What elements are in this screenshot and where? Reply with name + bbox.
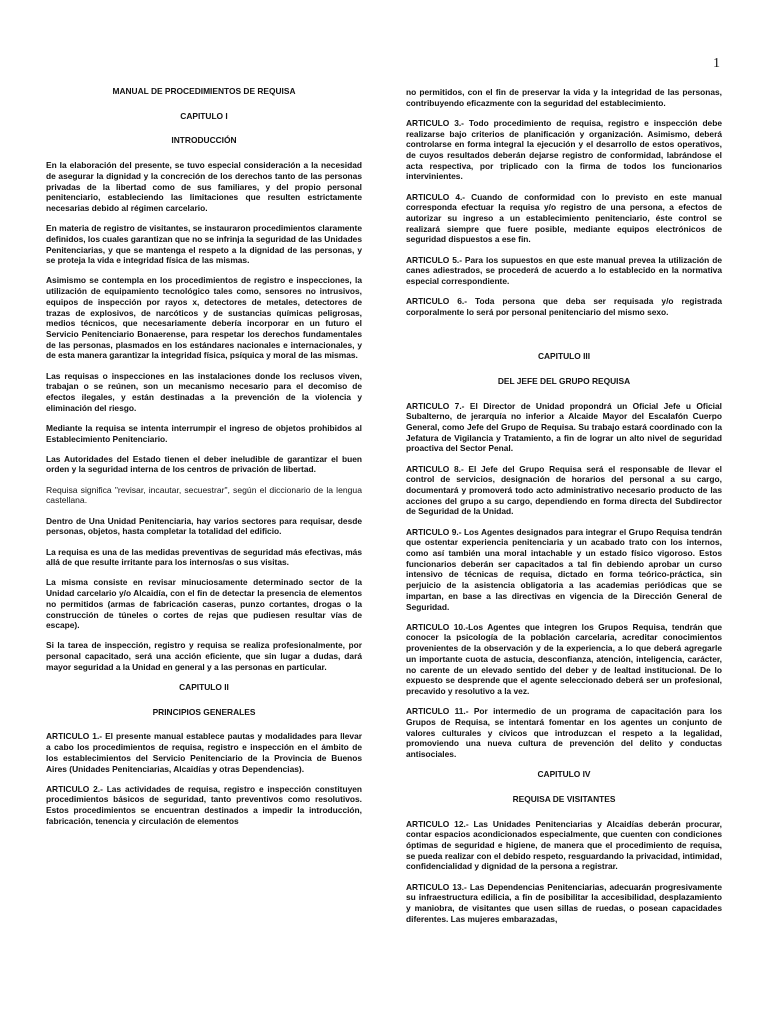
intro-paragraph-10: La misma consiste en revisar minuciosamente determinado sector de la Unidad carcelario y/o Alcaidía, con el fin de detectar la presencia de elementos no permitidos (armas de fabricación caseras, punzo cortantes, drogas o la construcción de túneles o cortes de rejas que pudiesen resultar vías de escape). xyxy=(46,577,362,631)
chapter-3-heading: CAPITULO III xyxy=(537,351,591,362)
article-8: ARTICULO 8.- El Jefe del Grupo Requisa será el responsable de llevar el control de servicios, designación de horarios del personal a su cargo, documentará y promoverá todo acto administrativo necesario producto de las acciones del grupo a su cargo, dependiendo en forma directa del Subdirector de Seguridad de la Unidad. xyxy=(406,463,722,517)
article-2-continuation: no permitidos, con el fin de preservar la vida y la integridad de las personas, contribuyendo eficazmente con la seguridad del establecimiento. xyxy=(406,87,722,108)
left-column xyxy=(46,86,362,836)
intro-paragraph-1: En la elaboración del presente, se tuvo especial consideración a la necesidad de asegurar la dignidad y la concreción de los derechos tanto de las personas privadas de la libertad como de sus familiares, y del propio personal penitenciario, estableciendo las limitaciones que resulten estrictamente necesarias debido al régimen carcelario. xyxy=(46,160,362,213)
section-spacer xyxy=(406,327,722,351)
chapter-3-title: DEL JEFE DEL GRUPO REQUISA xyxy=(497,375,631,386)
chapter-2-title: PRINCIPIOS GENERALES xyxy=(152,706,256,717)
chapter-2-heading: CAPITULO II xyxy=(179,682,229,693)
chapter-1-heading: CAPITULO I xyxy=(180,110,228,121)
intro-paragraph-7: Requisa significa "revisar, incautar, secuestrar", según el diccionario de la lengua castellana. xyxy=(46,484,362,506)
article-9: ARTICULO 9.- Los Agentes designados para integrar el Grupo Requisa tendrán que ostentar experiencia penitenciaria y un acabado trato con los internos, como así también una moral intachable y un estado físico vigoroso. Estos funcionarios deberán ser capacitados a tal fin debiendo aprobar un curso intensivo de técnicas de requisa, dictado en forma teórico-práctica, sin perjuicio de la asistencia obligatoria a las academias periódicas que se impartan, en base a las directivas en vigencia de la Dirección General de Seguridad. xyxy=(406,526,722,612)
intro-paragraph-2: En materia de registro de visitantes, se instauraron procedimientos claramente definidos, los cuales garantizan que no se infrinja la seguridad de las Unidades Penitenciarias, y que se mantenga el respeto a la dignidad de las personas, y se proteja la vida e integridad física de las mismas. xyxy=(46,223,363,266)
right-column xyxy=(406,87,722,934)
chapter-4-heading: CAPITULO IV xyxy=(537,769,591,780)
intro-paragraph-9: La requisa es una de las medidas preventivas de seguridad más efectivas, más allá de que resulte irritante para los internos/as o sus visitas. xyxy=(46,546,362,568)
intro-paragraph-11: Si la tarea de inspección, registro y requisa se realiza profesionalmente, por personal capacitado, será una acción eficiente, que sin lugar a dudas, dará mayor seguridad a la Unidad en general y a las personas en particular. xyxy=(46,640,362,672)
article-11: ARTICULO 11.- Por intermedio de un programa de capacitación para los Grupos de Requisa, se intentará fomentar en los agentes un conjunto de valores culturales y cívicos que introduzcan el respeto a la legalidad, promoviendo una nueva cultura de prevención del delito y conductas antisociales. xyxy=(406,706,722,759)
intro-paragraph-4: Las requisas o inspecciones en las instalaciones donde los reclusos viven, trabajan o se reúnen, son un mecanismo necesario para el decomiso de efectos ilegales, y están destinadas a la prevención de la violencia y eliminación del riesgo. xyxy=(46,370,362,413)
chapter-4-title: REQUISA DE VISITANTES xyxy=(512,793,616,804)
intro-paragraph-3: Asimismo se contempla en los procedimientos de registro e inspecciones, la utilización de equipamiento tecnológico tales como, sensores no intrusivos, equipos de inspección por rayos x, detectores de metales, detectores de trazas de explosivos, de narcóticos y de sustancias químicas peligrosas, medios técnicos, que necesariamente debería incorporar en un futuro el Servicio Penitenciario Bonaerense, para respetar los derechos fundamentales de las personas, plasmados en los estándares nacionales e internacionales, y de esta manera garantizar la integridad física, psíquica y moral de las mismas. xyxy=(46,275,362,361)
article-5: ARTICULO 5.- Para los supuestos en que este manual prevea la utilización de canes adiestrados, se procederá de acuerdo a lo establecido en la normativa especial correspondiente. xyxy=(406,254,722,287)
intro-paragraph-6: Las Autoridades del Estado tienen el deber ineludible de garantizar el buen orden y la seguridad interna de los centros de privación de libertad. xyxy=(46,453,362,475)
document-title: MANUAL DE PROCEDIMIENTOS DE REQUISA xyxy=(112,86,296,96)
chapter-1-title: INTRODUCCIÓN xyxy=(171,135,237,146)
article-10: ARTICULO 10.-Los Agentes que integren los Grupos Requisa, tendrán que conocer la psicología de la población carcelaria, acreditar conocimientos provenientes de la observación y de la experiencia, a lo que deberá agregarle un importante cuota de astucia, desconfianza, atención, inteligencia, carácter, no carente de un elevado sentido del deber y de lealtad institucional. De lo expuesto se desprende que el agente seleccionado deberá ser un profesional, precavido y resolutivo a la vez. xyxy=(406,621,722,696)
article-13: ARTICULO 13.- Las Dependencias Penitenciarias, adecuarán progresivamente su infraestructura edilicia, a fin de posibilitar la accesibilidad, desplazamiento y maniobra, de visitantes que usen sillas de ruedas, o posean capacidades diferentes. Las mujeres embarazadas, xyxy=(406,881,722,924)
article-2: ARTICULO 2.- Las actividades de requisa, registro e inspección constituyen procedimientos básicos de seguridad, tanto preventivos como resolutivos. Estos procedimientos se encuentran destinados a impedir la introducción, fabricación, tenencia y circulación de elementos xyxy=(46,783,362,826)
article-3: ARTICULO 3.- Todo procedimiento de requisa, registro e inspección debe realizarse bajo criterios de planificación y organización. Asimismo, deberá controlarse en forma integral la ejecución y el desarrollo de estos operativos, de cuyos resultados deberán dejarse registro de conformidad, labrándose el acta respectiva, por triplicado con la firma de todos los funcionarios intervinientes. xyxy=(406,117,722,182)
page-number: 1 xyxy=(713,56,720,71)
article-12: ARTICULO 12.- Las Unidades Penitenciarias y Alcaidías deberán procurar, contar espacios acondicionados especialmente, que cuenten con condiciones óptimas de seguridad e higiene, de manera que el procedimiento de requisa, se pueda realizar con el debido respeto, resguardando la privacidad, intimidad, confidencialidad y dignidad de la persona a registrar. xyxy=(406,818,722,872)
article-6: ARTICULO 6.- Toda persona que deba ser requisada y/o registrada corporalmente lo será por personal penitenciario del mismo sexo. xyxy=(406,296,722,317)
intro-paragraph-8: Dentro de Una Unidad Penitenciaria, hay varios sectores para requisar, desde personas, objetos, hasta completar la totalidad del edificio. xyxy=(46,515,362,537)
article-4: ARTICULO 4.- Cuando de conformidad con lo previsto en este manual corresponda efectuar la requisa y/o registro de una persona, a efectos de autorizar su ingreso a un establecimiento penitenciario, éste control se realizará siempre que fuere posible, mediante equipos electrónicos de seguridad dispuestos a ese fin. xyxy=(406,191,722,245)
article-1: ARTICULO 1.- El presente manual establece pautas y modalidades para llevar a cabo los procedimientos de requisa, registro e inspección en el ámbito de los establecimientos del Servicio Penitenciario de la Provincia de Buenos Aires (Unidades Penitenciarias, Alcaidías y otras Dependencias). xyxy=(46,731,362,774)
article-7: ARTICULO 7.- El Director de Unidad propondrá un Oficial Jefe u Oficial Subalterno, de jerarquía no inferior a Alcaide Mayor del Escalafón Cuerpo General, como Jefe del Grupo de Requisa. Su trabajo estará coordinado con la Jefatura de Vigilancia y Tratamiento, a fin de lograr un alto nivel de seguridad proactiva del Sector Penal. xyxy=(406,400,722,454)
intro-paragraph-5: Mediante la requisa se intenta interrumpir el ingreso de objetos prohibidos al Establecimiento Penitenciario. xyxy=(46,422,362,444)
